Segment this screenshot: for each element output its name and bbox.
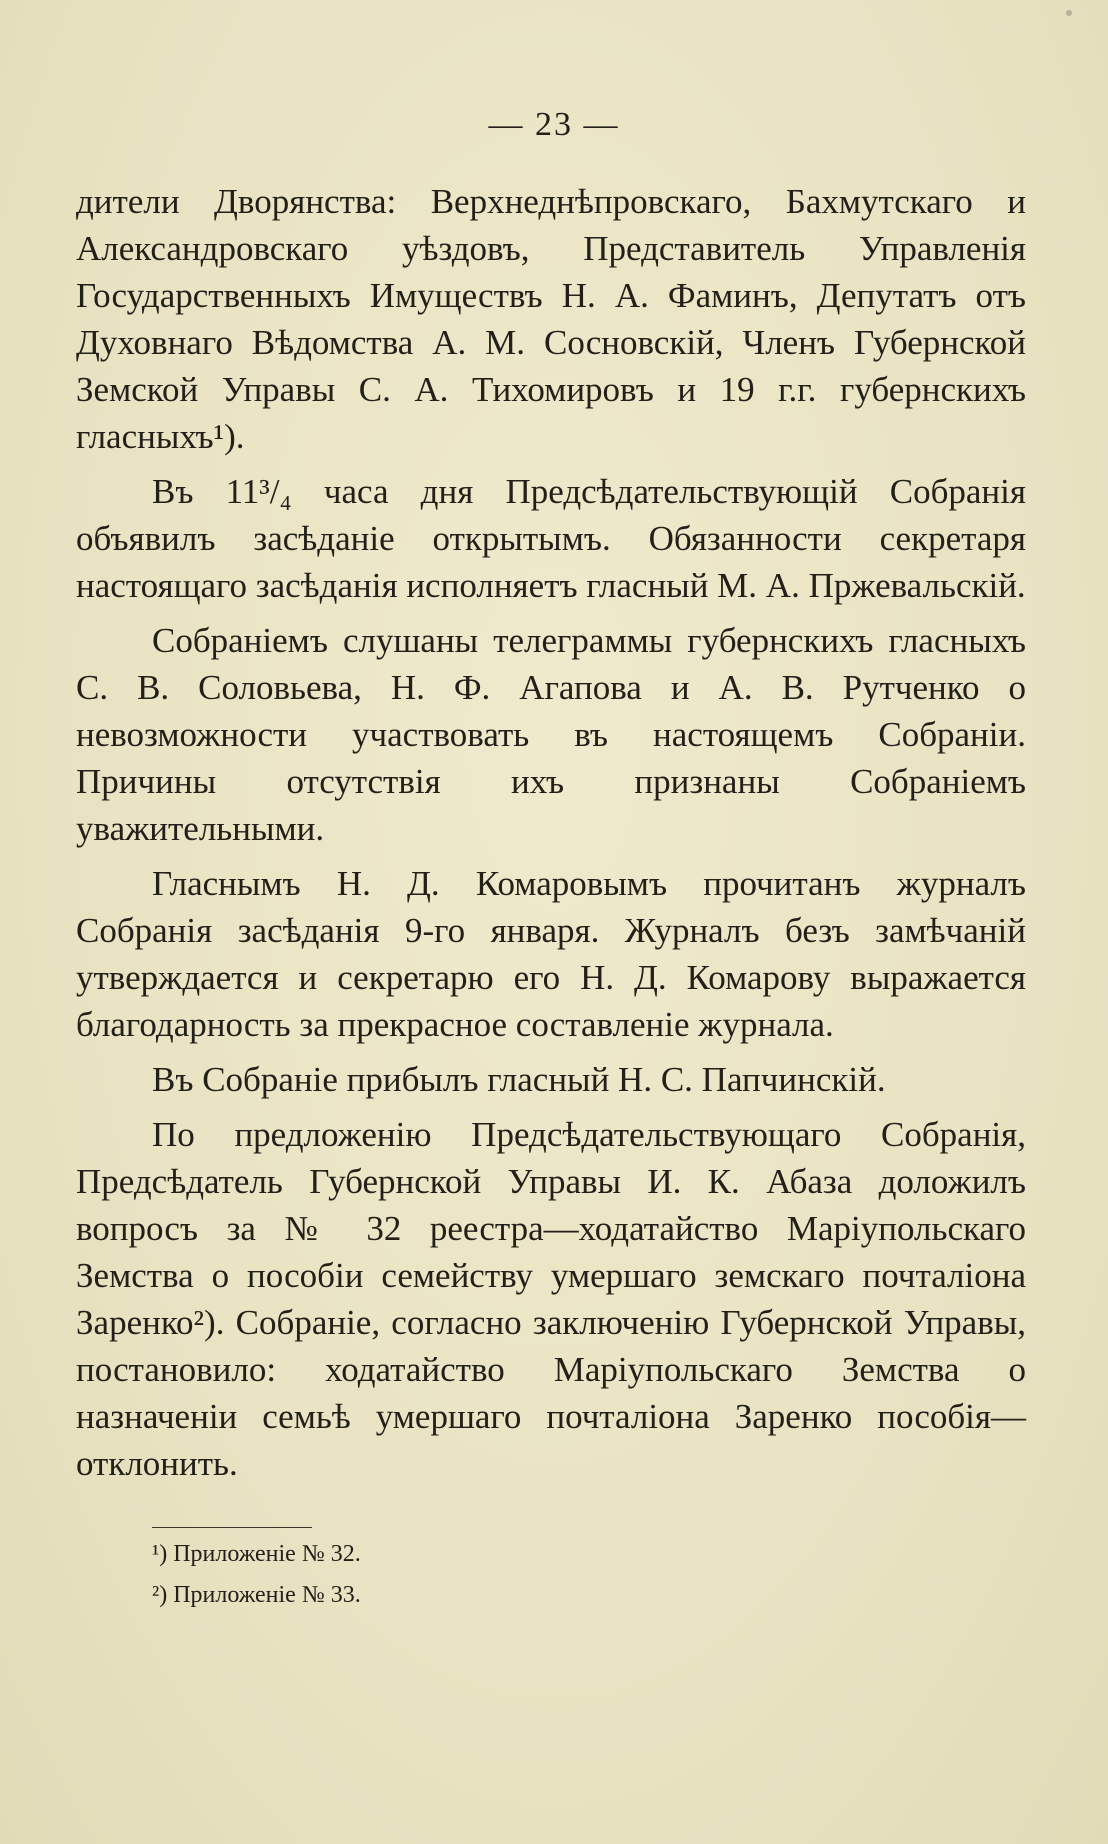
paper-speck (1066, 10, 1072, 16)
paragraph: По предложенію Предсѣдательствующаго Собранія, Предсѣдатель Губернской Управы И. К. Абаза доложилъ вопросъ за № 32 реестра—ходатайство Маріупольскаго Земства о пособіи семейству умершаго земскаго почталіона Заренко²). Собраніе, согласно заключенію Губернской Управы, постановило: ходатайство Маріупольскаго Земства о назначеніи семьѣ умершаго почталіона Заренко пособія—отклонить. (76, 1115, 1026, 1483)
paragraph: Гласнымъ Н. Д. Комаровымъ прочитанъ журналъ Собранія засѣданія 9-го января. Журналъ безъ замѣчаній утверждается и секретарю его Н. Д. Комарову выражается благодарность за прекрасное составленіе журнала. (76, 864, 1026, 1044)
page-number: — 23 — (488, 106, 620, 143)
footnotes (152, 1534, 361, 1616)
footnote: ²) Приложеніе № 33. (152, 1582, 361, 1608)
paragraph: Собраніемъ слушаны телеграммы губернскихъ гласныхъ С. В. Соловьева, Н. Ф. Агапова и А. В. Рутченко о невозможности участвовать въ настоящемъ Собраніи. Причины отсутствія ихъ признаны Собраніемъ уважительными. (76, 621, 1026, 848)
footnote: ¹) Приложеніе № 32. (152, 1541, 361, 1567)
body-text (76, 178, 1026, 1495)
paragraph: Въ Собраніе прибылъ гласный Н. С. Папчинскій. (152, 1060, 886, 1099)
paragraph: дители Дворянства: Верхнеднѣпровскаго, Бахмутскаго и Александровскаго уѣздовъ, Представитель Управленія Государственныхъ Имуществъ Н. А. Фаминъ, Депутатъ отъ Духовнаго Вѣдомства А. М. Сосновскій, Членъ Губернской Земской Управы С. А. Тихомировъ и 19 г.г. губернскихъ гласныхъ¹). (76, 182, 1026, 456)
footnote-separator (152, 1527, 312, 1528)
paragraph: Въ 11³/₄ часа дня Предсѣдательствующій Собранія объявилъ засѣданіе открытымъ. Обязанности секретаря настоящаго засѣданія исполняетъ гласный М. А. Пржевальскій. (76, 472, 1026, 605)
